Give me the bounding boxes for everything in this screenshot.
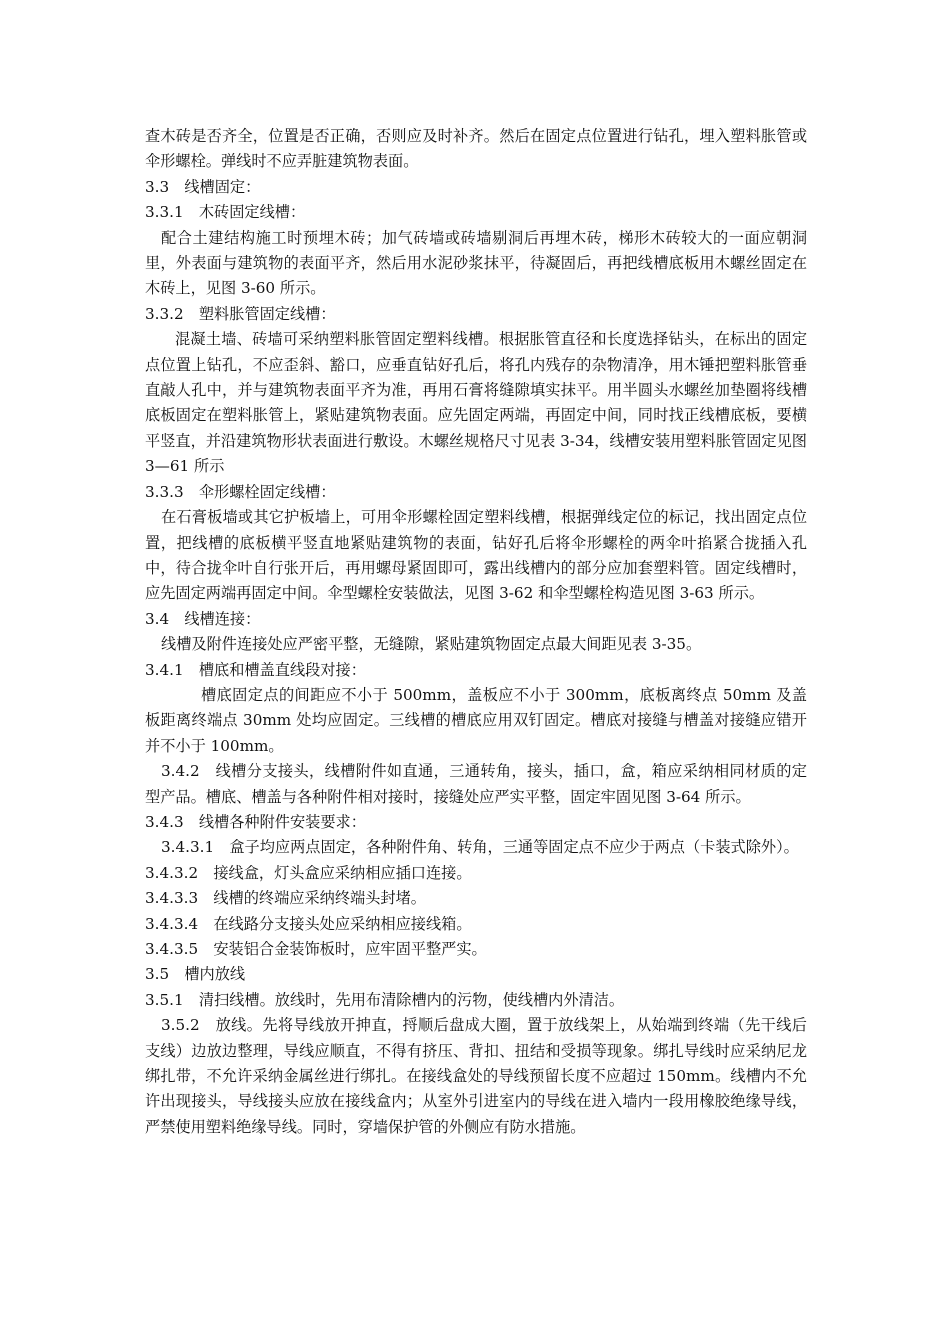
document-body [145, 124, 807, 1140]
paragraph: 3.4.2 线槽分支接头，线槽附件如直通，三通转角，接头，插口，盒，箱应采纳相同材质的定型产品。槽底、槽盖与各种附件相对接时，接缝处应严实平整，固定牢固见图 3-64 所示。 [145, 762, 807, 806]
subsection-heading: 3.3.3 伞形螺栓固定线槽： [145, 482, 336, 501]
subsection-heading: 3.3.1 木砖固定线槽： [145, 203, 306, 222]
paragraph: 混凝土墙、砖墙可采纳塑料胀管固定塑料线槽。根据胀管直径和长度选择钻头，在标出的固定点位置上钻孔，不应歪斜、豁口，应垂直钻好孔后，将孔内残存的杂物清净，用木锤把塑料胀管垂直敲人孔中，并与建筑物表面平齐为准，再用石膏将缝隙填实抹平。用半圆头水螺丝加垫圈将线槽底板固定在塑料胀管上，紧贴建筑物表面。应先固定两端，再固定中间，同时找正线槽底板，要横平竖直，并沿建筑物形状表面进行敷设。木螺丝规格尺寸见表 3-34，线槽安装用塑料胀管固定见图 3—61 所示 [145, 330, 807, 476]
list-item: 3.5.1 清扫线槽。放线时，先用布清除槽内的污物，使线槽内外清洁。 [145, 990, 625, 1009]
paragraph: 配合土建结构施工时预埋木砖；加气砖墙或砖墙剔洞后再埋木砖，梯形木砖较大的一面应朝洞里，外表面与建筑物的表面平齐，然后用水泥砂浆抹平，待凝固后，再把线槽底板用木螺丝固定在木砖上，见图 3-60 所示。 [145, 228, 807, 298]
subsection-heading: 3.3.2 塑料胀管固定线槽： [145, 304, 336, 323]
paragraph: 3.5.2 放线。先将导线放开抻直，捋顺后盘成大圈，置于放线架上，从始端到终端（先干线后支线）边放边整理，导线应顺直，不得有挤压、背扣、扭结和受损等现象。绑扎导线时应采纳尼龙绑扎带，不允许采纳金属丝进行绑扎。在接线盒处的导线预留长度不应超过 150mm。线槽内不允许出现接头，导线接头应放在接线盒内；从室外引进室内的导线在进入墙内一段用橡胶绝缘导线，严禁使用塑料绝缘导线。同时，穿墙保护管的外侧应有防水措施。 [145, 1016, 807, 1136]
subsection-heading: 3.4.3 线槽各种附件安装要求： [145, 812, 366, 831]
list-item: 3.4.3.3 线槽的终端应采纳终端头封堵。 [145, 889, 426, 908]
subsection-heading: 3.4.1 槽底和槽盖直线段对接： [145, 660, 366, 679]
paragraph: 槽底固定点的间距应不小于 500mm，盖板应不小于 300mm，底板离终点 50mm 及盖板距离终端点 30mm 处均应固定。三线槽的槽底应用双钉固定。槽底对接缝与槽盖对接缝应错开并不小于 100mm。 [145, 685, 807, 755]
section-heading: 3.4 线槽连接： [145, 609, 261, 628]
list-item: 3.4.3.4 在线路分支接头处应采纳相应接线箱。 [145, 914, 472, 933]
list-item: 3.4.3.5 安装铝合金装饰板时，应牢固平整严实。 [145, 940, 487, 958]
section-heading: 3.3 线槽固定： [145, 177, 261, 196]
paragraph: 线槽及附件连接处应严密平整，无缝隙，紧贴建筑物固定点最大间距见表 3-35。 [161, 635, 702, 654]
paragraph: 在石膏板墙或其它护板墙上，可用伞形螺栓固定塑料线槽，根据弹线定位的标记，找出固定点位置，把线槽的底板横平竖直地紧贴建筑物的表面，钻好孔后将伞形螺栓的两伞叶掐紧合拢插入孔中，待合拢伞叶自行张开后，再用螺母紧固即可，露出线槽内的部分应加套塑料管。固定线槽时，应先固定两端再固定中间。伞型螺栓安装做法，见图 3-62 和伞型螺栓构造见图 3-63 所示。 [145, 508, 807, 603]
section-heading: 3.5 槽内放线 [145, 965, 246, 984]
list-item: 3.4.3.1 盒子均应两点固定，各种附件角、转角，三通等固定点不应少于两点（卡装式除外）。 [161, 838, 799, 857]
paragraph: 查木砖是否齐全，位置是否正确，否则应及时补齐。然后在固定点位置进行钻孔，埋入塑料胀管或伞形螺栓。弹线时不应弄脏建筑物表面。 [145, 127, 807, 171]
list-item: 3.4.3.2 接线盒，灯头盒应采纳相应插口连接。 [145, 863, 472, 882]
